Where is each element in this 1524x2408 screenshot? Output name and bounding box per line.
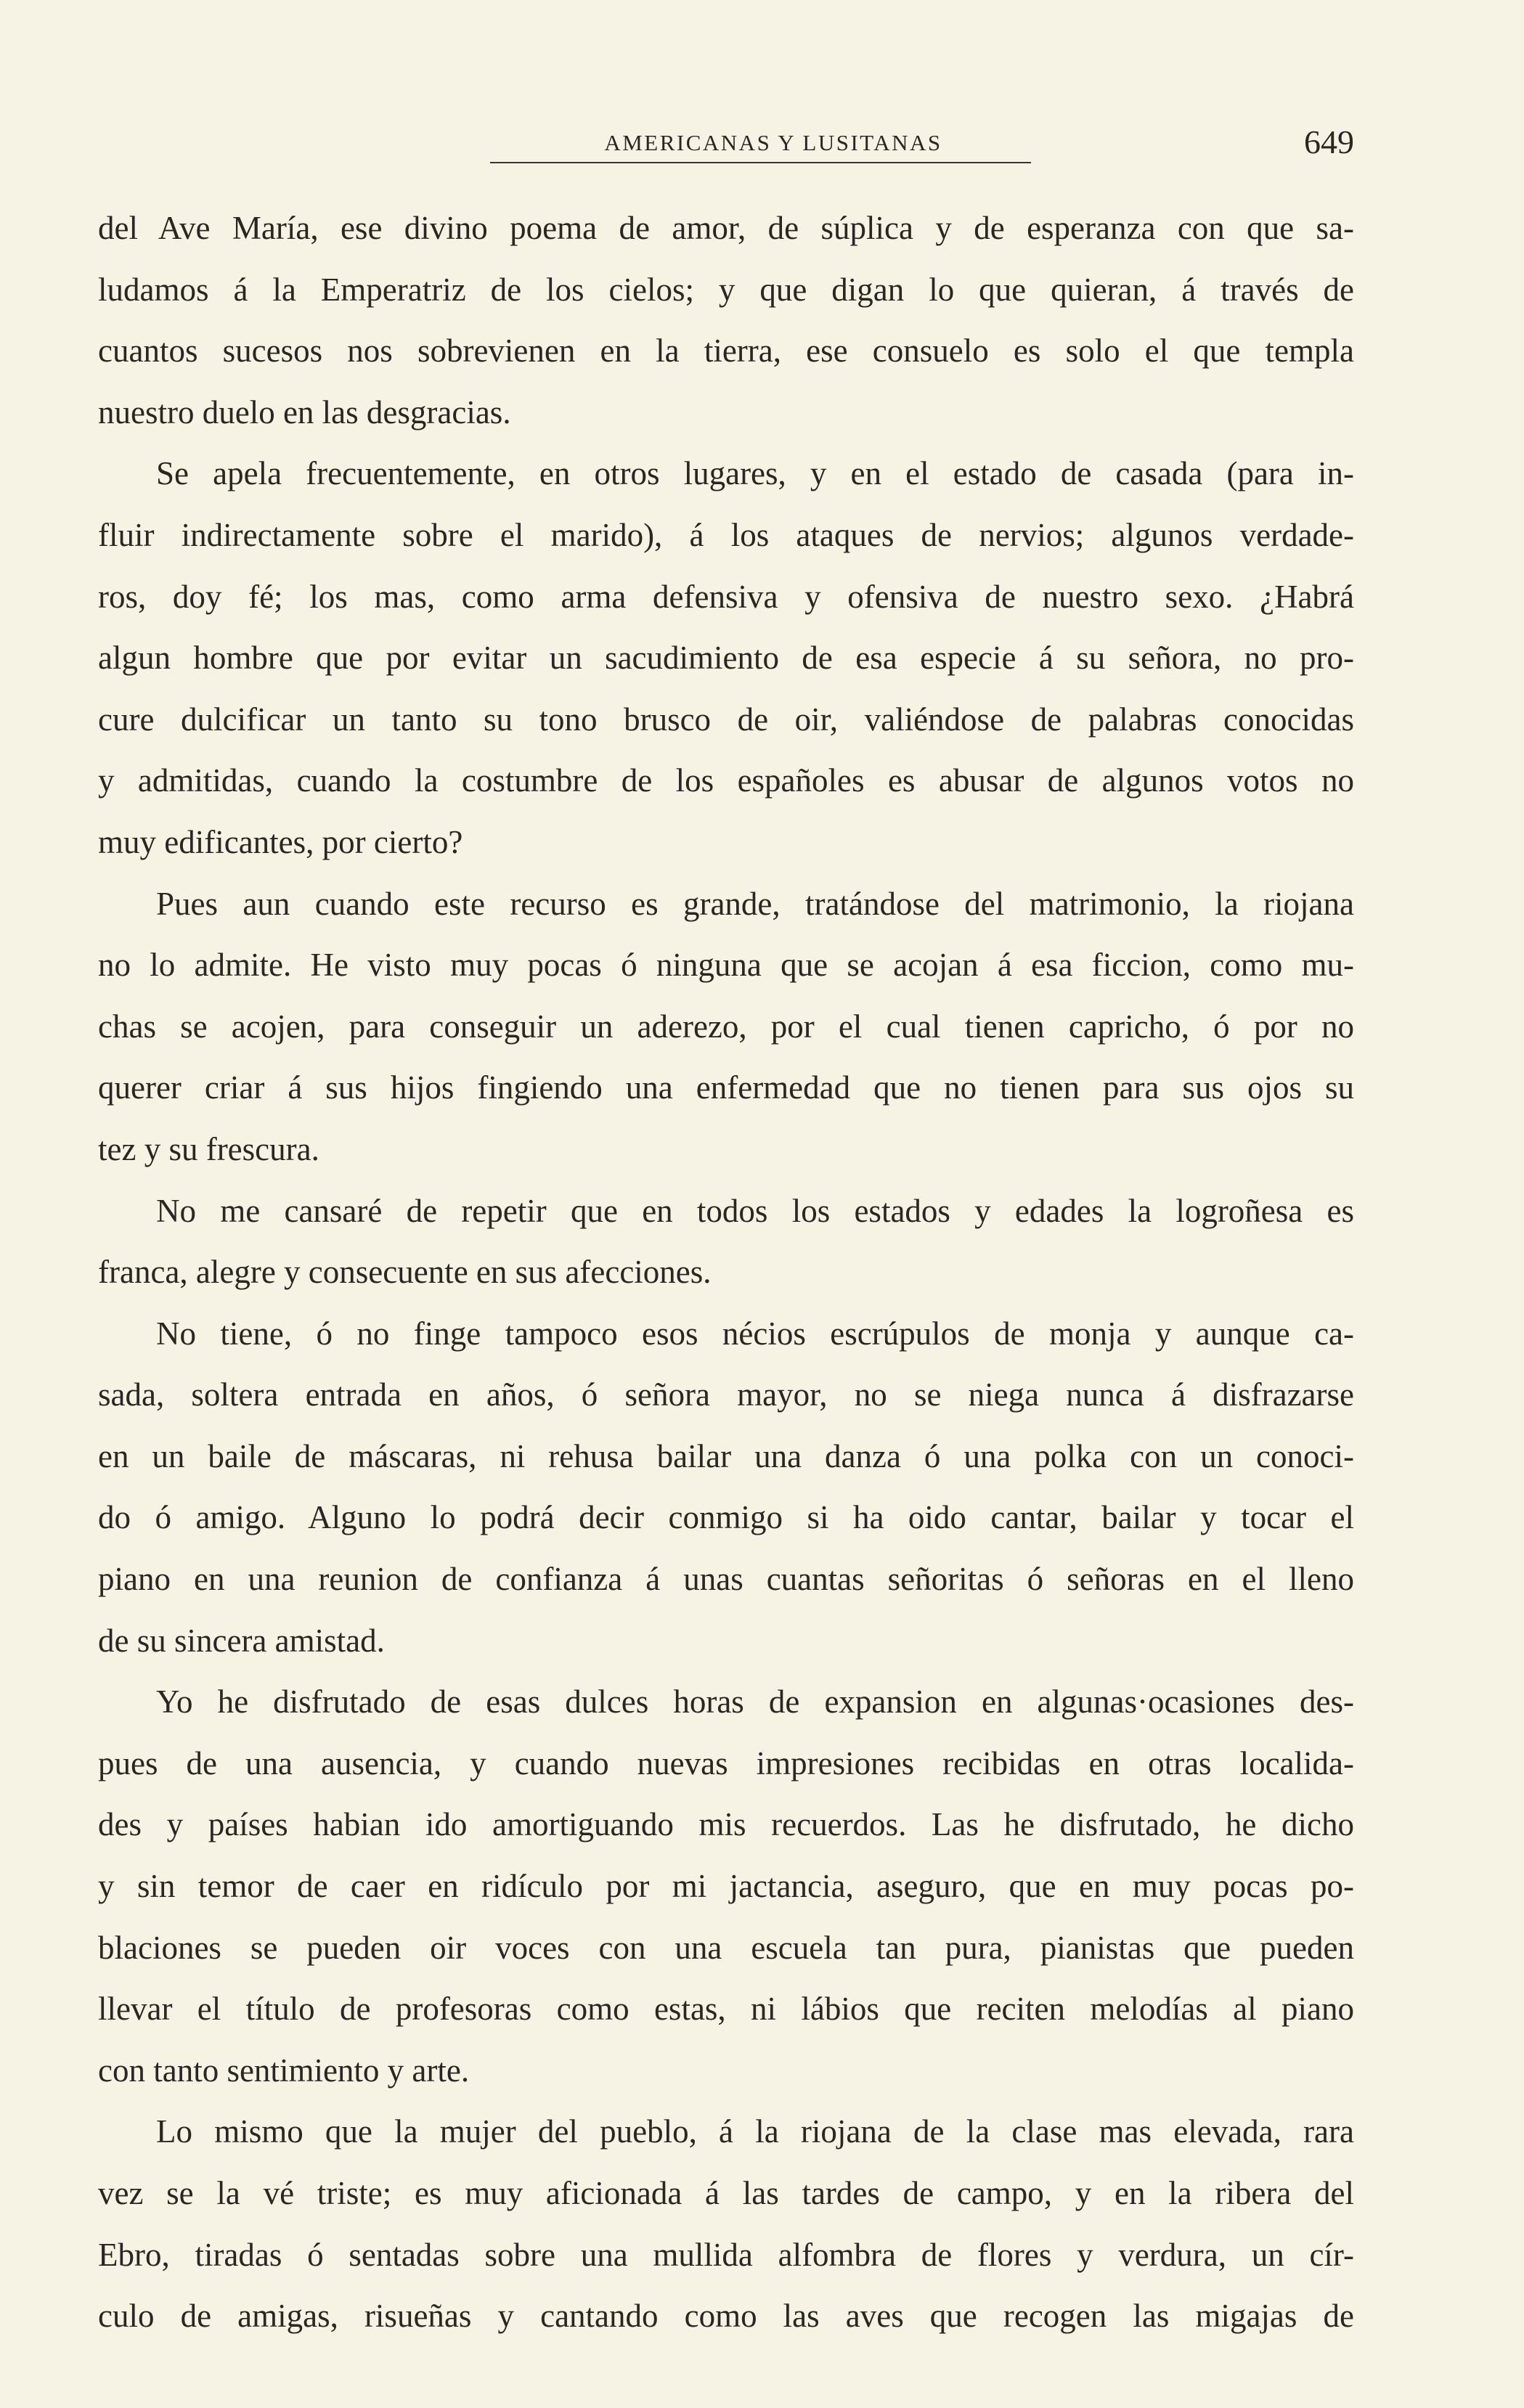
text-line: sada, soltera entrada en años, ó señora mayor, no se niega nunca á disfrazarse bbox=[98, 1376, 1354, 1413]
text-line: nuestro duelo en las desgracias. bbox=[98, 393, 511, 430]
page-number: 649 bbox=[1304, 123, 1354, 160]
text-line: piano en una reunion de confianza á unas cuantas señoritas ó señoras en el lleno bbox=[98, 1561, 1354, 1598]
text-line: algun hombre que por evitar un sacudimiento de esa especie á su señora, no pro- bbox=[98, 640, 1354, 677]
text-line: Ebro, tiradas ó sentadas sobre una mullida alfombra de flores y verdura, un cír- bbox=[98, 2236, 1354, 2273]
text-line: Yo he disfrutado de esas dulces horas de expansion en algunas·ocasiones des- bbox=[156, 1683, 1354, 1721]
text-line: do ó amigo. Alguno lo podrá decir conmigo si ha oido cantar, bailar y tocar el bbox=[98, 1499, 1354, 1536]
text-line: No tiene, ó no finge tampoco esos nécios escrúpulos de monja y aunque ca- bbox=[156, 1315, 1354, 1352]
text-line: y admitidas, cuando la costumbre de los españoles es abusar de algunos votos no bbox=[98, 762, 1354, 799]
text-line: y sin temor de caer en ridículo por mi jactancia, aseguro, que en muy pocas po- bbox=[98, 1868, 1354, 1905]
text-line: fluir indirectamente sobre el marido), á los ataques de nervios; algunos verdade- bbox=[98, 516, 1354, 553]
page-header bbox=[98, 123, 1354, 171]
text-line: blaciones se pueden oir voces con una escuela tan pura, pianistas que pueden bbox=[98, 1929, 1354, 1966]
running-title: AMERICANAS Y LUSITANAS bbox=[604, 130, 942, 155]
text-line: chas se acojen, para conseguir un aderezo, por el cual tienen capricho, ó por no bbox=[98, 1008, 1354, 1045]
text-line: No me cansaré de repetir que en todos los estados y edades la logroñesa es bbox=[156, 1192, 1354, 1229]
text-line: franca, alegre y consecuente en sus afecciones. bbox=[98, 1254, 712, 1291]
text-line: culo de amigas, risueñas y cantando como las aves que recogen las migajas de bbox=[98, 2298, 1354, 2335]
text-line: de su sincera amistad. bbox=[98, 1622, 385, 1659]
body-text bbox=[98, 197, 1354, 2347]
text-line: Pues aun cuando este recurso es grande, tratándose del matrimonio, la riojana bbox=[156, 885, 1354, 922]
text-line: tez y su frescura. bbox=[98, 1130, 319, 1167]
text-line: del Ave María, ese divino poema de amor, de súplica y de esperanza con que sa- bbox=[98, 210, 1354, 246]
text-line: cuantos sucesos nos sobrevienen en la tierra, ese consuelo es solo el que templa bbox=[98, 332, 1354, 370]
text-line: ros, doy fé; los mas, como arma defensiva y ofensiva de nuestro sexo. ¿Habrá bbox=[98, 578, 1354, 615]
header-rule bbox=[490, 162, 1031, 163]
text-line: no lo admite. He visto muy pocas ó ninguna que se acojan á esa ficcion, como mu- bbox=[98, 947, 1354, 984]
text-line: ludamos á la Emperatriz de los cielos; y que digan lo que quieran, á través de bbox=[98, 271, 1354, 308]
text-line: querer criar á sus hijos fingiendo una enfermedad que no tienen para sus ojos su bbox=[98, 1069, 1354, 1106]
text-line: cure dulcificar un tanto su tono brusco de oir, valiéndose de palabras conocidas bbox=[98, 701, 1354, 738]
text-line: Lo mismo que la mujer del pueblo, á la riojana de la clase mas elevada, rara bbox=[156, 2113, 1354, 2150]
text-line: vez se la vé triste; es muy aficionada á las tardes de campo, y en la ribera del bbox=[98, 2175, 1354, 2211]
text-line: muy edificantes, por cierto? bbox=[98, 823, 463, 860]
text-line: llevar el título de profesoras como estas, ni lábios que reciten melodías al piano bbox=[98, 1991, 1354, 2028]
text-line: en un baile de máscaras, ni rehusa bailar una danza ó una polka con un conoci- bbox=[98, 1437, 1354, 1474]
text-line: pues de una ausencia, y cuando nuevas impresiones recibidas en otras localida- bbox=[98, 1744, 1354, 1781]
text-line: Se apela frecuentemente, en otros lugares, y en el estado de casada (para in- bbox=[156, 455, 1354, 492]
text-line: con tanto sentimiento y arte. bbox=[98, 2052, 470, 2089]
text-line: des y países habian ido amortiguando mis recuerdos. Las he disfrutado, he dicho bbox=[98, 1806, 1354, 1843]
